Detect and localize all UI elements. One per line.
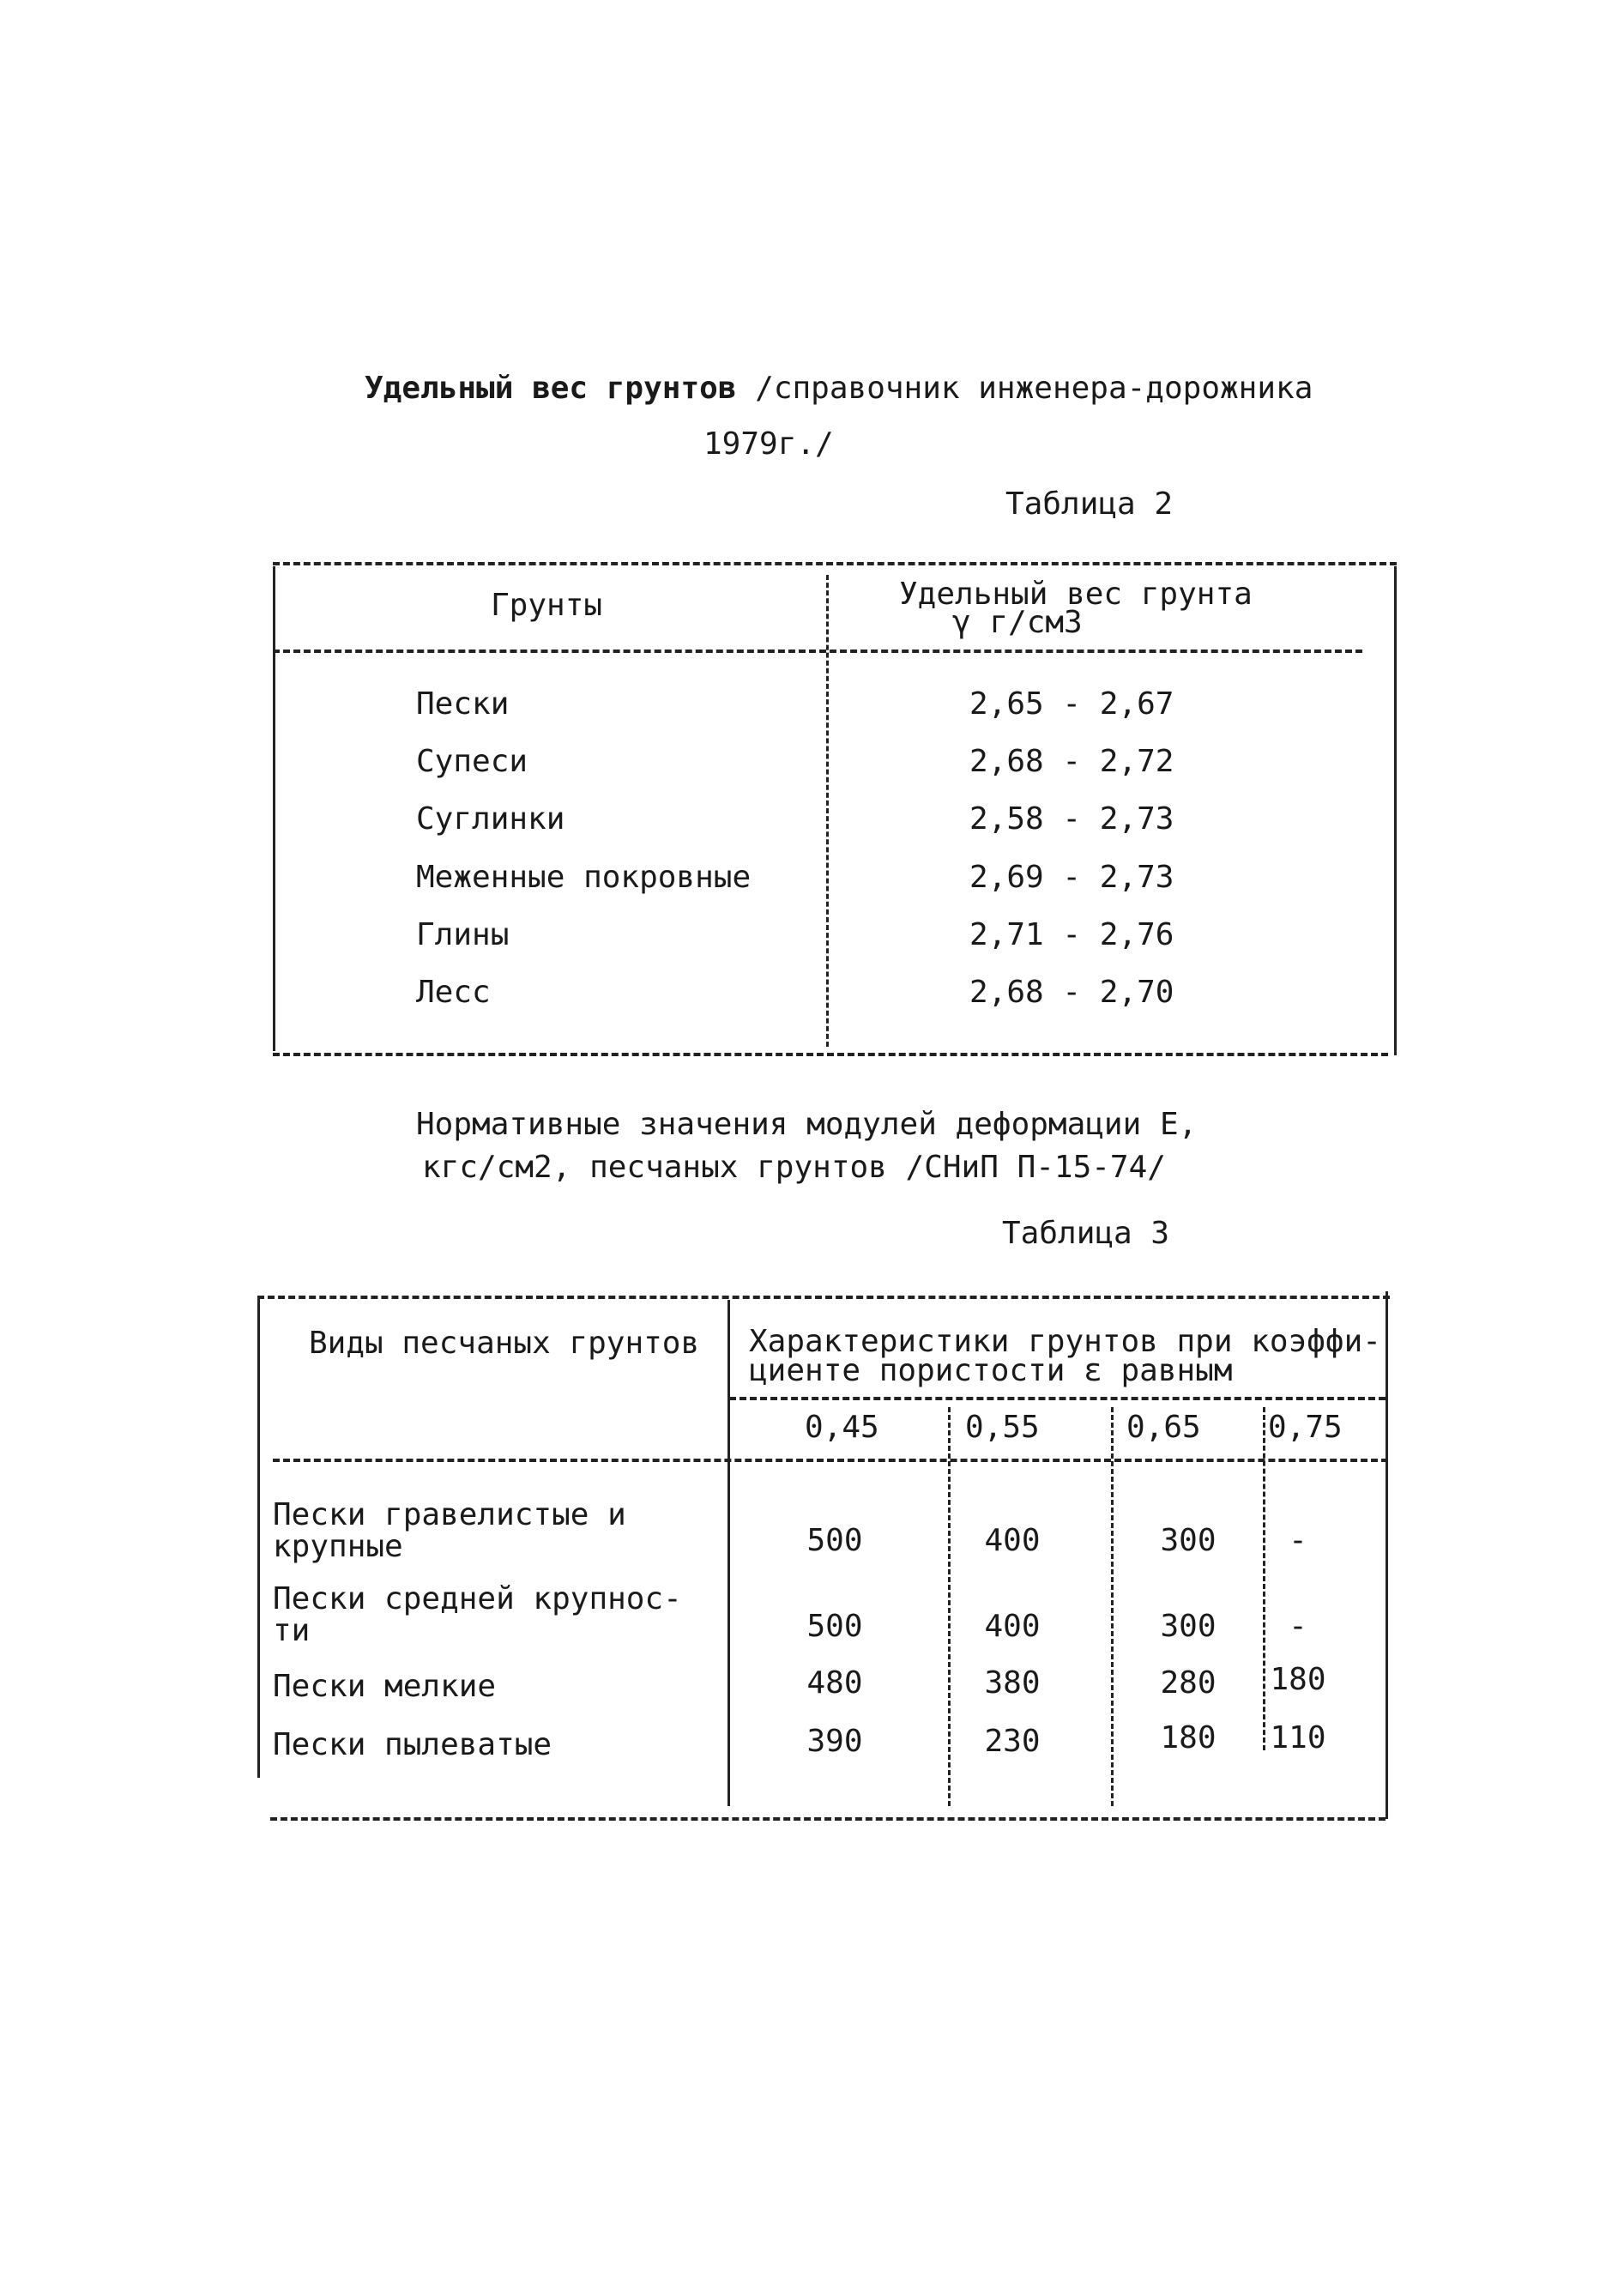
- table3-row-name-line1: Пески мелкие: [273, 1669, 497, 1704]
- table3-row-name-line2: крупные: [273, 1529, 403, 1564]
- table2-heading-line1: [365, 371, 1313, 406]
- table2-bottom-border: [273, 1053, 1388, 1056]
- table2-col-header-soils: Грунты: [491, 588, 603, 623]
- table3-cell: 400: [984, 1523, 1041, 1558]
- table3-subheader-065: 0,65: [1126, 1410, 1201, 1445]
- table3-col-divider-3: [1263, 1407, 1265, 1750]
- table3-cell: 400: [984, 1609, 1041, 1644]
- table3-col-divider-names: [727, 1300, 730, 1806]
- table3-cell: 480: [806, 1665, 863, 1701]
- table3-subheader-055: 0,55: [965, 1410, 1040, 1445]
- table2-label: Таблица 2: [1005, 486, 1174, 522]
- table2-col-header-weight-line1: Удельный вес грунта: [899, 577, 1253, 612]
- table2-header-divider: [273, 650, 1362, 653]
- table3-subheader-075: 0,75: [1268, 1410, 1343, 1445]
- table3-cell: -: [1289, 1523, 1307, 1558]
- table2-top-border: [273, 562, 1397, 565]
- table3-cell: 230: [984, 1724, 1041, 1759]
- table3-left-border: [257, 1297, 260, 1778]
- table3-top-border: [257, 1296, 1390, 1299]
- table3-right-border: [1386, 1291, 1388, 1819]
- table3-cell: 380: [984, 1665, 1041, 1701]
- table3-row-name-line2: ти: [273, 1613, 311, 1648]
- table3-subheader-045: 0,45: [805, 1410, 879, 1445]
- table2-right-border: [1394, 566, 1397, 1055]
- table2-row-value: 2,65 - 2,67: [969, 686, 1174, 722]
- table3-subheader-divider: [729, 1397, 1386, 1400]
- table2-col-header-weight-line2: γ г/см3: [952, 605, 1083, 640]
- table3-cell: 110: [1270, 1720, 1326, 1755]
- table3-col-header-chars-line2: циенте пористости ε равным: [749, 1353, 1233, 1388]
- table3-heading-line2: кгс/см2, песчаных грунтов /СНиП П-15-74/: [422, 1150, 1166, 1185]
- table2-row-name: Супеси: [416, 744, 528, 779]
- table2-column-divider: [826, 575, 829, 1047]
- table3-label: Таблица 3: [1002, 1216, 1170, 1251]
- table3-header-divider: [273, 1459, 1388, 1462]
- table3-row-name-line1: Пески средней крупнос-: [273, 1581, 682, 1616]
- table2-left-border: [273, 566, 275, 1051]
- table2-row-value: 2,58 - 2,73: [969, 801, 1174, 837]
- table3-col-header-types: Виды песчаных грунтов: [309, 1326, 700, 1361]
- table3-col-header-chars-line1: Характеристики грунтов при коэффи-: [749, 1324, 1381, 1359]
- table3-cell: 300: [1160, 1609, 1216, 1644]
- table2-row-name: Пески: [416, 686, 510, 722]
- table3-cell: 390: [806, 1724, 863, 1759]
- table3-bottom-border: [270, 1817, 1386, 1821]
- table2-row-value: 2,69 - 2,73: [969, 860, 1174, 895]
- table3-cell: 180: [1270, 1662, 1326, 1697]
- table3-row-name-line1: Пески пылеватые: [273, 1727, 552, 1762]
- table2-heading-bold: Удельный вес грунтов: [365, 371, 737, 406]
- table2-row-value: 2,71 - 2,76: [969, 917, 1174, 952]
- table2-heading-line2: 1979г./: [703, 426, 834, 462]
- table2-row-name: Меженные покровные: [416, 860, 752, 895]
- table3-row-name-line1: Пески гравелистые и: [273, 1497, 626, 1532]
- table3-col-divider-1: [948, 1407, 951, 1806]
- table3-cell: 500: [806, 1609, 863, 1644]
- table3-col-divider-2: [1111, 1407, 1114, 1806]
- table3-cell: 280: [1160, 1665, 1216, 1701]
- table2-row-name: Глины: [416, 917, 510, 952]
- table2-row-name: Лесс: [416, 975, 491, 1010]
- table2-heading-rest: /справочник инженера-дорожника: [736, 371, 1313, 406]
- table3-cell: 300: [1160, 1523, 1216, 1558]
- table3-cell: 180: [1160, 1720, 1216, 1755]
- table3-heading-line1: Нормативные значения модулей деформации Е,: [416, 1107, 1198, 1142]
- table2-row-value: 2,68 - 2,70: [969, 975, 1174, 1010]
- table2-row-value: 2,68 - 2,72: [969, 744, 1174, 779]
- table3-cell: -: [1289, 1609, 1307, 1644]
- table3-cell: 500: [806, 1523, 863, 1558]
- table2-row-name: Суглинки: [416, 801, 565, 837]
